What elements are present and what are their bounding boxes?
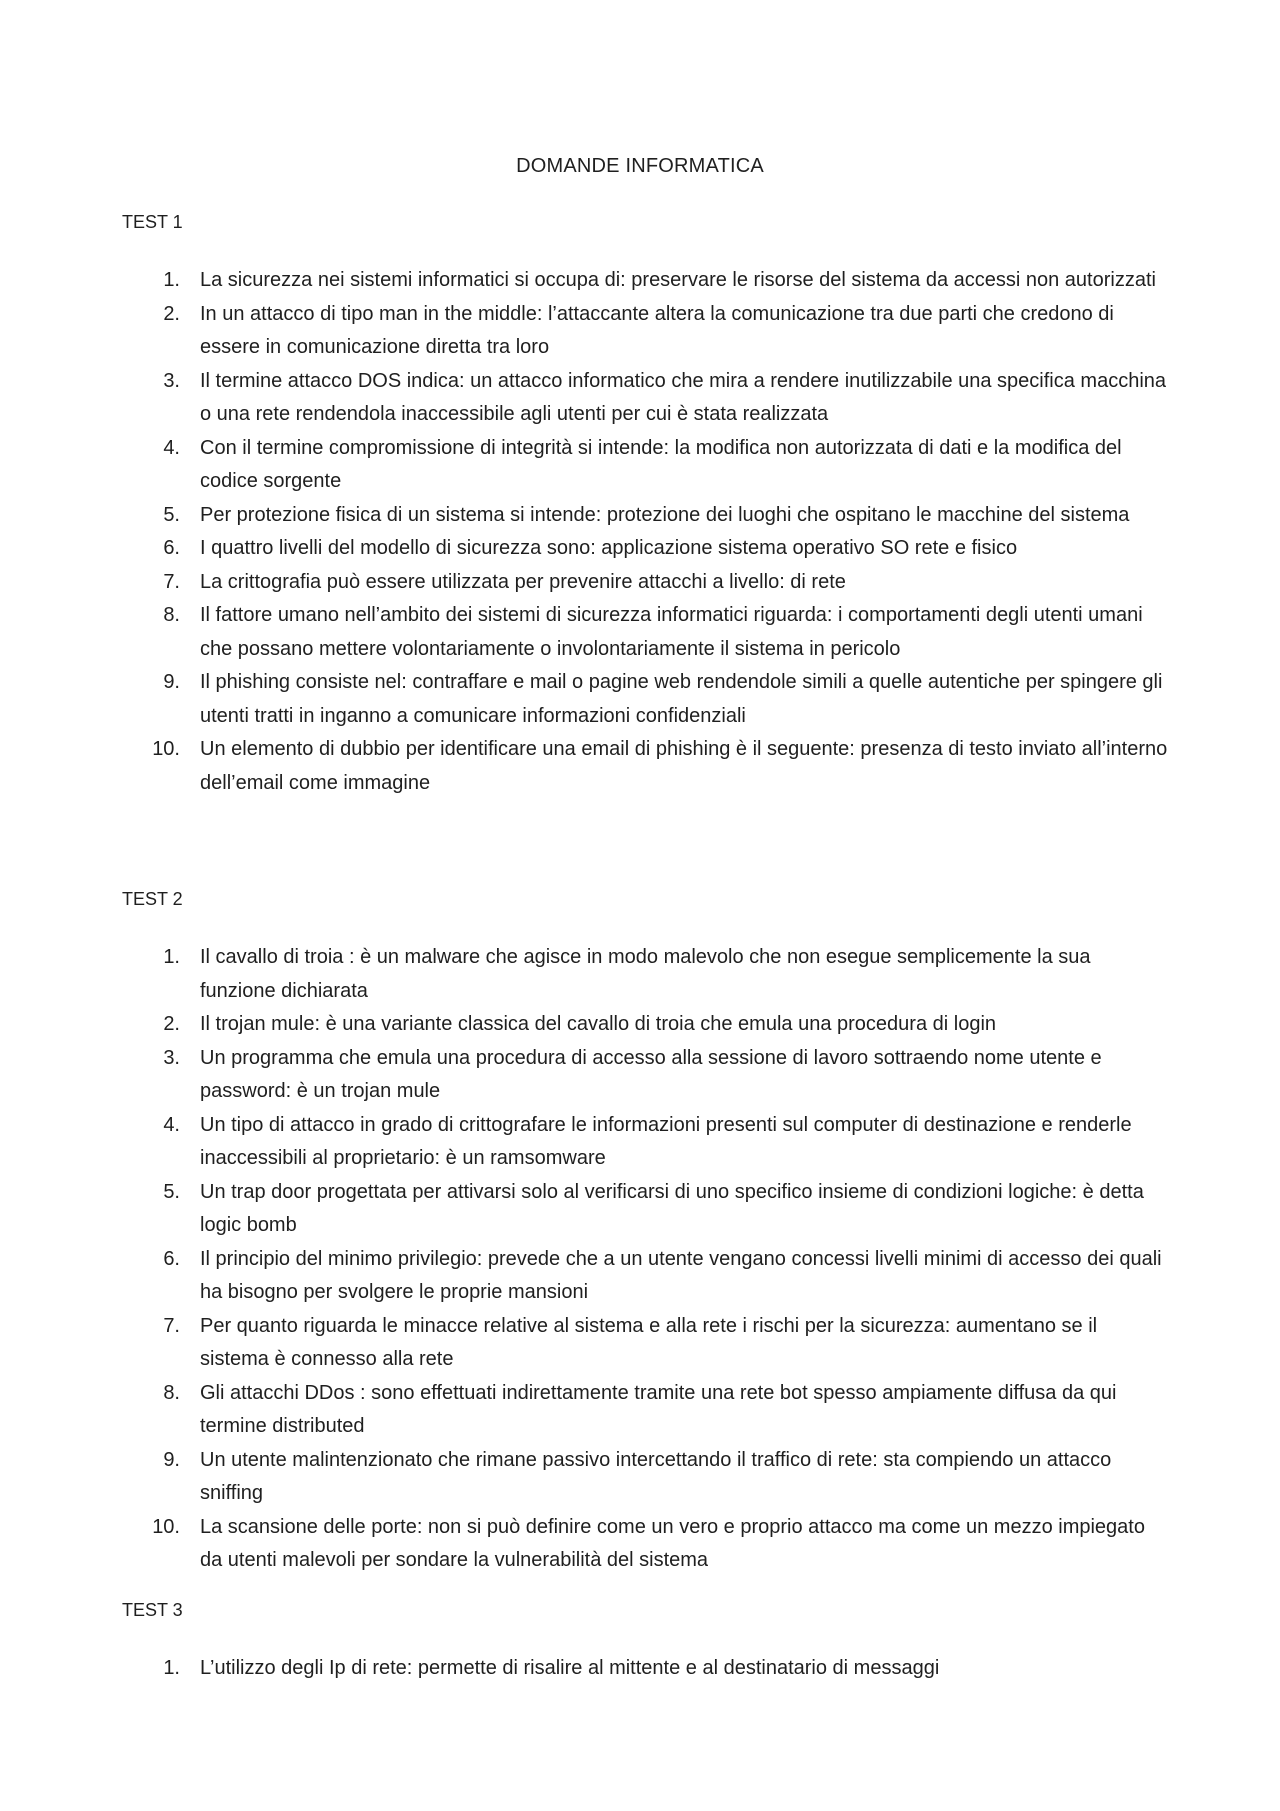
question-number: 3. bbox=[163, 369, 180, 392]
question-text: Un trap door progettata per attivarsi solo al verificarsi di uno specifico insieme di condizioni logiche: è detta logic bomb bbox=[200, 1180, 1144, 1236]
question-number: 3. bbox=[163, 1046, 180, 1069]
question-item bbox=[0, 532, 1170, 566]
question-text: Gli attacchi DDos : sono effettuati indirettamente tramite una rete bot spesso ampiamente diffusa da qui termine distributed bbox=[200, 1381, 1117, 1437]
question-text: La scansione delle porte: non si può definire come un vero e proprio attacco ma come un mezzo impiegato da utenti malevoli per sondare la vulnerabilità del sistema bbox=[200, 1515, 1145, 1571]
question-text: Un utente malintenzionato che rimane passivo intercettando il traffico di rete: sta compiendo un attacco sniffing bbox=[200, 1448, 1112, 1504]
question-number: 2. bbox=[163, 302, 180, 325]
question-item bbox=[0, 499, 1170, 533]
question-list bbox=[0, 1652, 1170, 1686]
question-item bbox=[0, 666, 1170, 733]
question-number: 7. bbox=[163, 570, 180, 593]
question-item bbox=[0, 1176, 1170, 1243]
question-text: I quattro livelli del modello di sicurezza sono: applicazione sistema operativo SO rete e fisico bbox=[200, 537, 1018, 559]
question-number: 10. bbox=[152, 738, 180, 760]
question-text: Il cavallo di troia : è un malware che agisce in modo malevolo che non esegue semplicemente la sua funzione dichiarata bbox=[200, 946, 1091, 1002]
question-item bbox=[0, 941, 1170, 1008]
question-item bbox=[0, 298, 1170, 365]
question-number: 8. bbox=[163, 1381, 180, 1404]
question-text: Il termine attacco DOS indica: un attacco informatico che mira a rendere inutilizzabile una specifica macchina o una rete rendendola inaccessibile agli utenti per cui è stata realizzata bbox=[200, 369, 1167, 425]
question-item bbox=[0, 733, 1170, 800]
question-text: Con il termine compromissione di integrità si intende: la modifica non autorizzata di dati e la modifica del codice sorgente bbox=[200, 436, 1122, 492]
question-text: Un programma che emula una procedura di accesso alla sessione di lavoro sottraendo nome utente e password: è un trojan mule bbox=[200, 1046, 1102, 1102]
question-item bbox=[0, 1109, 1170, 1176]
section-heading: TEST 1 bbox=[122, 212, 183, 232]
question-number: 6. bbox=[163, 1247, 180, 1270]
question-item bbox=[0, 1652, 1170, 1686]
question-text: La sicurezza nei sistemi informatici si occupa di: preservare le risorse del sistema da accessi non autorizzati bbox=[200, 269, 1156, 291]
question-item bbox=[0, 1444, 1170, 1511]
question-number: 1. bbox=[163, 1657, 180, 1679]
question-number: 9. bbox=[163, 671, 180, 693]
question-text: La crittografia può essere utilizzata per prevenire attacchi a livello: di rete bbox=[200, 570, 846, 593]
question-item bbox=[0, 1377, 1170, 1444]
question-list bbox=[0, 264, 1170, 800]
question-text: Il phishing consiste nel: contraffare e mail o pagine web rendendole simili a quelle autentiche per spingere gli utenti tratti in inganno a comunicare informazioni confidenziali bbox=[200, 671, 1163, 727]
question-number: 1. bbox=[163, 269, 180, 291]
question-number: 6. bbox=[163, 537, 180, 559]
question-number: 4. bbox=[163, 1113, 180, 1136]
question-number: 4. bbox=[163, 436, 180, 459]
document-title: DOMANDE INFORMATICA bbox=[516, 155, 764, 177]
question-text: Per quanto riguarda le minacce relative al sistema e alla rete i rischi per la sicurezza: aumentano se il sistema è connesso alla rete bbox=[200, 1314, 1098, 1370]
question-text: Il principio del minimo privilegio: prevede che a un utente vengano concessi livelli minimi di accesso dei quali ha bisogno per svolgere le proprie mansioni bbox=[200, 1247, 1162, 1303]
question-item bbox=[0, 1008, 1170, 1042]
question-item bbox=[0, 1310, 1170, 1377]
question-item bbox=[0, 264, 1170, 298]
question-text: Il fattore umano nell’ambito dei sistemi di sicurezza informatici riguarda: i comportamenti degli utenti umani che possano mettere volontariamente o involontariamente il sistema in pericolo bbox=[200, 604, 1143, 660]
question-text: L’utilizzo degli Ip di rete: permette di risalire al mittente e al destinatario di messaggi bbox=[200, 1657, 940, 1679]
question-number: 7. bbox=[163, 1314, 180, 1337]
question-number: 1. bbox=[163, 946, 180, 968]
question-list bbox=[0, 941, 1170, 1578]
question-item bbox=[0, 432, 1170, 499]
question-item bbox=[0, 1243, 1170, 1310]
question-text: Un tipo di attacco in grado di crittografare le informazioni presenti sul computer di destinazione e renderle inaccessibili al proprietario: è un ramsomware bbox=[200, 1113, 1132, 1169]
question-text: Il trojan mule: è una variante classica del cavallo di troia che emula una procedura di login bbox=[200, 1013, 997, 1035]
question-number: 5. bbox=[163, 503, 180, 526]
question-item bbox=[0, 1511, 1170, 1578]
question-number: 8. bbox=[163, 604, 180, 626]
question-number: 10. bbox=[152, 1515, 180, 1538]
section-heading: TEST 2 bbox=[122, 889, 183, 909]
question-number: 2. bbox=[163, 1013, 180, 1035]
question-item bbox=[0, 365, 1170, 432]
question-number: 9. bbox=[163, 1448, 180, 1471]
question-text: Per protezione fisica di un sistema si intende: protezione dei luoghi che ospitano le macchine del sistema bbox=[200, 503, 1130, 526]
question-text: In un attacco di tipo man in the middle: l’attaccante altera la comunicazione tra due parti che credono di essere in comunicazione diretta tra loro bbox=[200, 302, 1114, 358]
question-number: 5. bbox=[163, 1180, 180, 1203]
question-item bbox=[0, 566, 1170, 600]
question-item bbox=[0, 1042, 1170, 1109]
question-item bbox=[0, 599, 1170, 666]
section-heading: TEST 3 bbox=[122, 1600, 183, 1620]
question-text: Un elemento di dubbio per identificare una email di phishing è il seguente: presenza di testo inviato all’interno dell’email come immagine bbox=[200, 738, 1168, 794]
